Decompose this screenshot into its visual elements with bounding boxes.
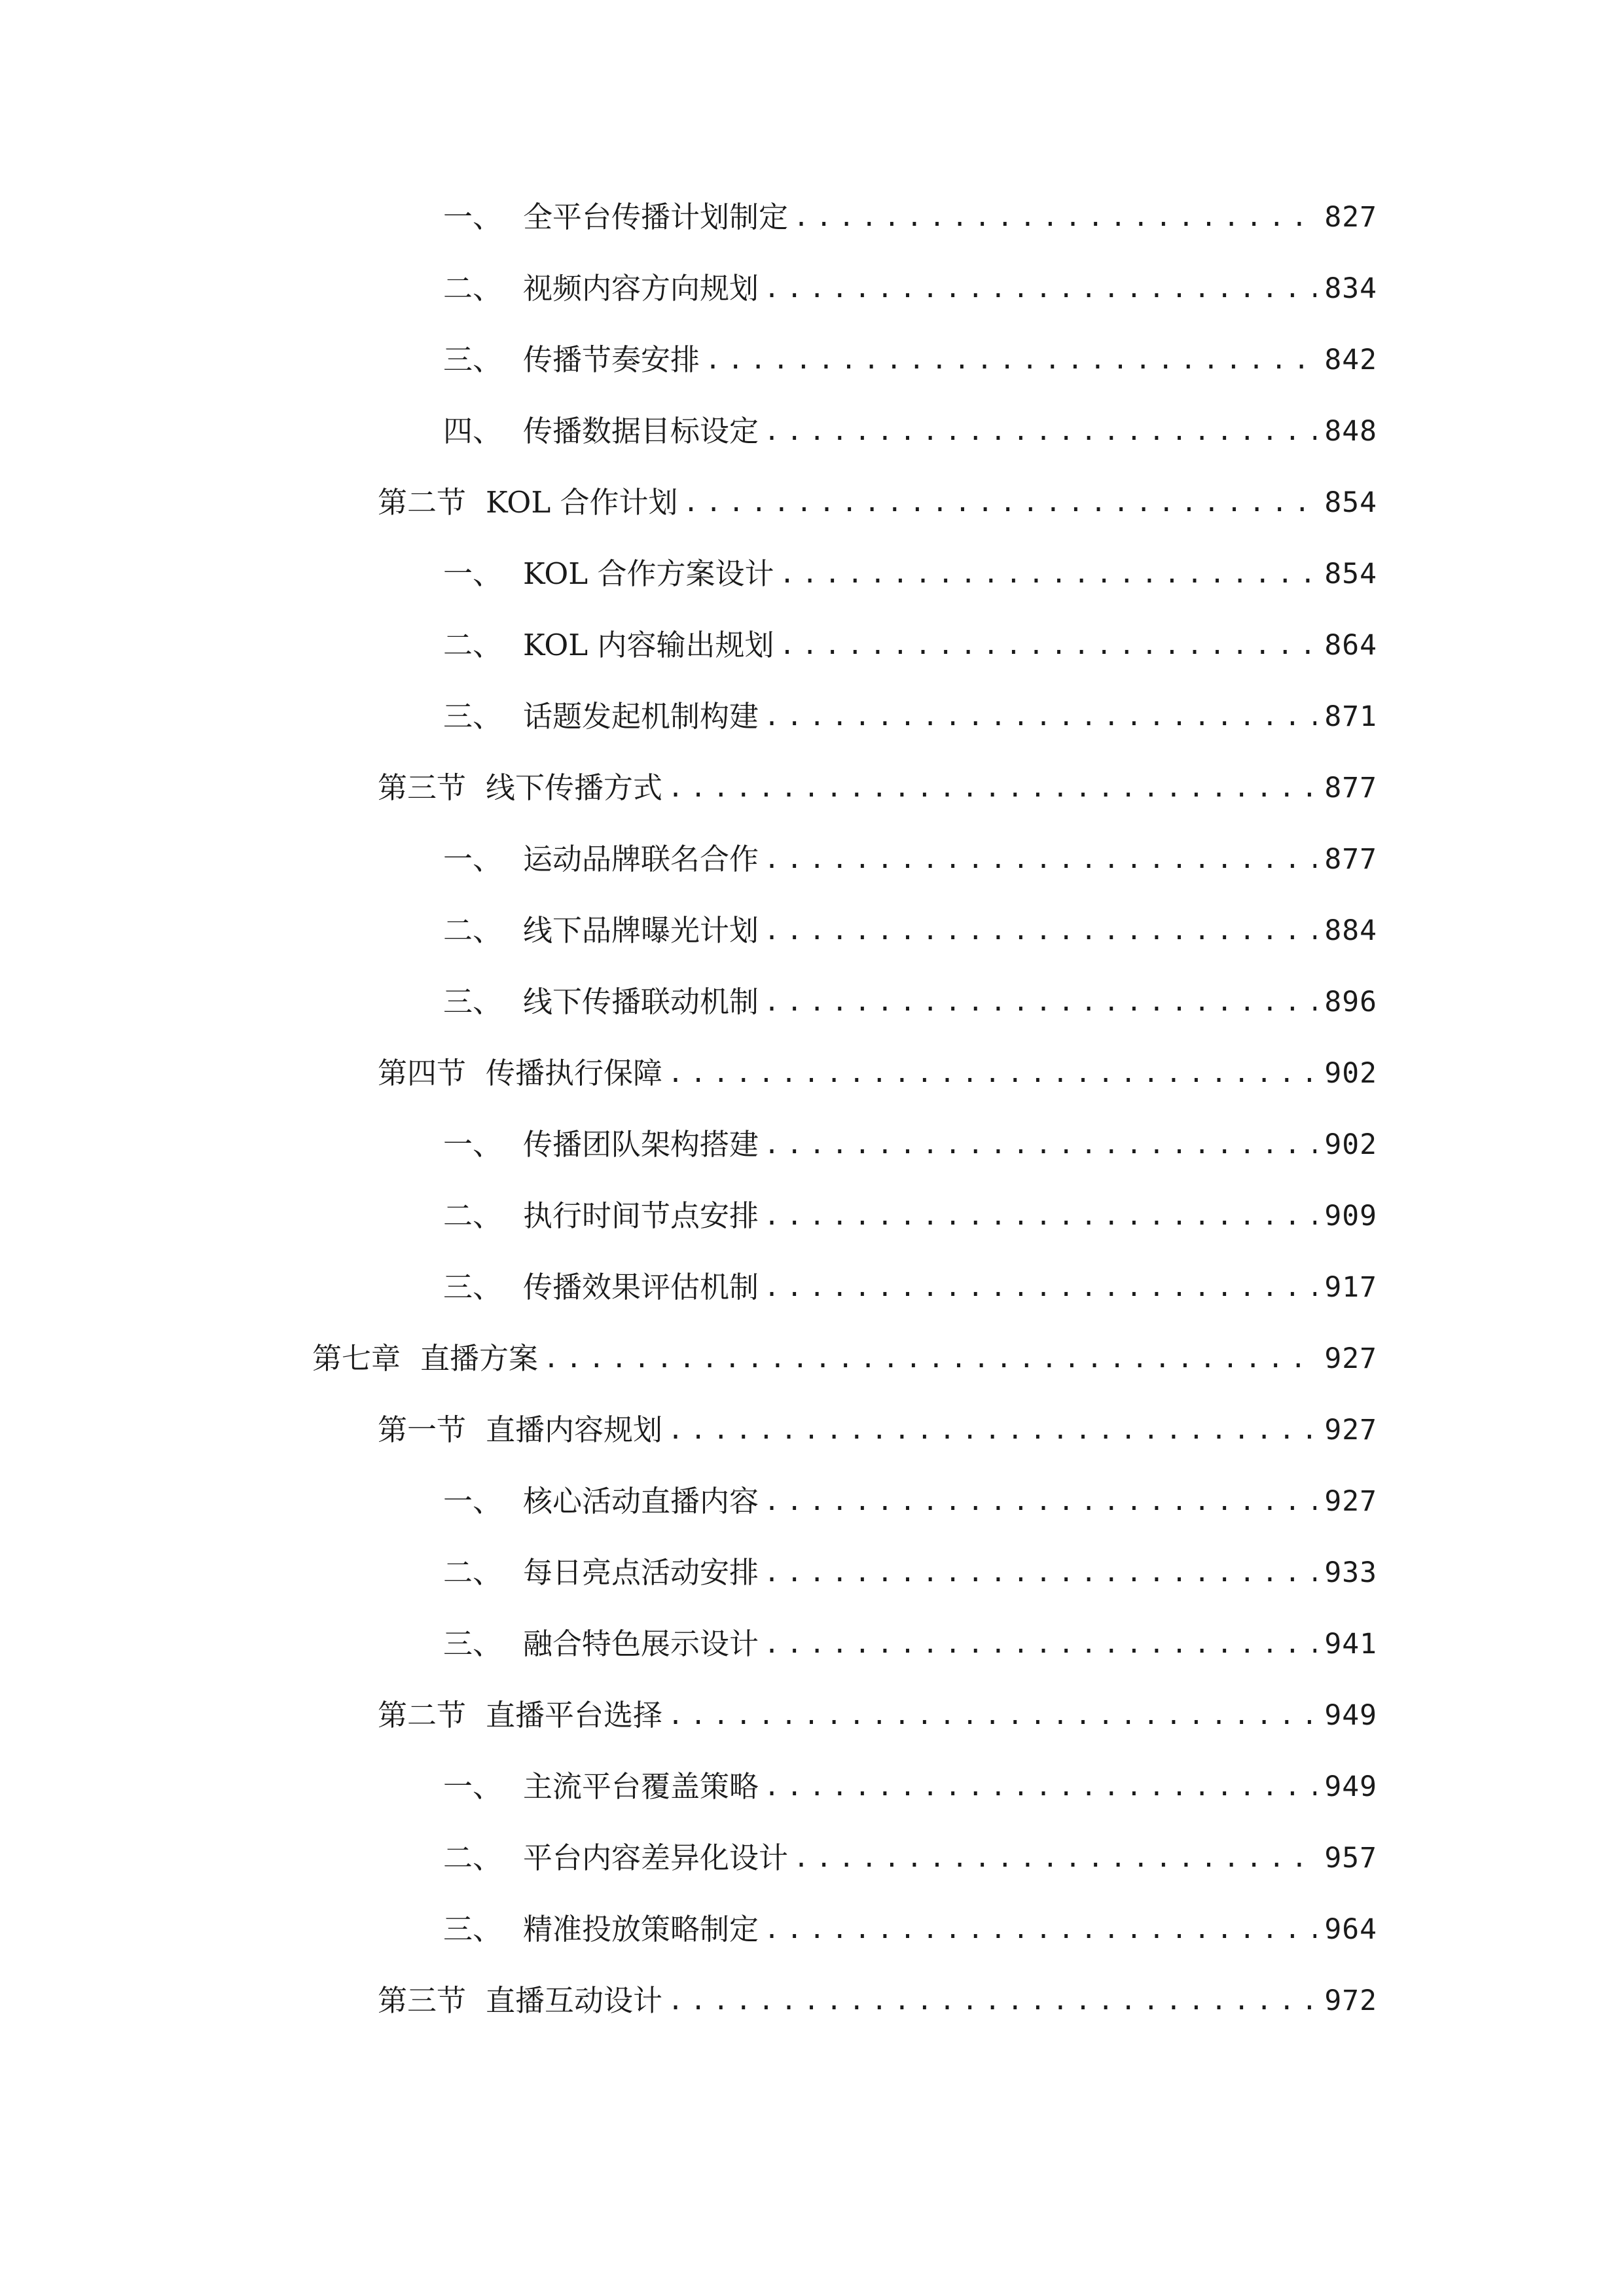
toc-entry[interactable] [443,1479,1377,1524]
entry-prefix: 一、 [443,556,503,591]
toc-entry[interactable] [443,1621,1377,1667]
entry-page-number: 927 [1324,1485,1377,1518]
entry-page-number: 964 [1324,1913,1377,1946]
toc-entry[interactable] [378,1978,1377,2024]
toc-entry[interactable] [443,1835,1377,1881]
toc-entry[interactable] [378,1693,1377,1738]
entry-prefix: 第二节 [378,485,467,520]
toc-entry[interactable] [443,979,1377,1025]
entry-title: 传播执行保障 [486,1056,663,1090]
toc-entry[interactable] [443,1193,1377,1239]
dot-leader [705,337,1316,383]
entry-title: 话题发起机制构建 [523,699,759,734]
dot-leader [764,1621,1316,1667]
entry-prefix: 第二节 [378,1698,467,1732]
entry-title: 融合特色展示设计 [523,1626,759,1661]
entry-prefix: 一、 [443,1769,503,1804]
entry-prefix: 三、 [443,342,503,377]
entry-prefix: 第三节 [378,770,467,805]
entry-page-number: 854 [1324,486,1377,519]
dot-leader [764,1122,1316,1168]
dot-leader [668,1407,1316,1453]
toc-entry[interactable] [443,836,1377,882]
dot-leader [668,1050,1316,1096]
entry-prefix: 第七章 [312,1341,401,1376]
entry-page-number: 949 [1324,1770,1377,1803]
toc-entry[interactable] [443,408,1377,454]
entry-prefix: 一、 [443,1127,503,1162]
dot-leader [668,1978,1316,2024]
dot-leader [764,979,1316,1025]
entry-page-number: 957 [1324,1842,1377,1874]
dot-leader [764,408,1316,454]
dot-leader [793,194,1316,240]
toc-entry[interactable] [378,1050,1377,1096]
entry-title: 核心活动直播内容 [523,1484,759,1518]
dot-leader [764,1193,1316,1239]
dot-leader [764,1265,1316,1310]
entry-title: 直播互动设计 [486,1983,663,2018]
entry-prefix: 一、 [443,1484,503,1518]
entry-prefix: 二、 [443,271,503,306]
entry-prefix: 四、 [443,414,503,448]
toc-entry[interactable] [443,1764,1377,1810]
entry-title: 精准投放策略制定 [523,1912,759,1946]
entry-prefix: 第一节 [378,1412,467,1447]
toc-entry[interactable] [443,551,1377,597]
dot-leader [764,694,1316,740]
entry-page-number: 884 [1324,914,1377,947]
entry-page-number: 917 [1324,1271,1377,1304]
toc-entry[interactable] [312,1336,1377,1382]
dot-leader [764,1479,1316,1524]
entry-prefix: 二、 [443,628,503,662]
entry-page-number: 827 [1324,201,1377,234]
toc-entry[interactable] [443,1907,1377,1952]
dot-leader [764,266,1316,312]
entry-page-number: 902 [1324,1128,1377,1161]
entry-title: 视频内容方向规划 [523,271,759,306]
entry-page-number: 871 [1324,700,1377,733]
entry-prefix: 第四节 [378,1056,467,1090]
entry-prefix: 三、 [443,1626,503,1661]
entry-prefix: 三、 [443,1270,503,1304]
entry-prefix: 三、 [443,699,503,734]
dot-leader [780,551,1317,597]
entry-page-number: 834 [1324,272,1377,305]
entry-page-number: 896 [1324,986,1377,1018]
entry-title: 执行时间节点安排 [523,1198,759,1233]
toc-entry[interactable] [443,337,1377,383]
dot-leader [683,480,1317,526]
entry-page-number: 848 [1324,415,1377,448]
dot-leader [764,836,1316,882]
entry-title: 直播内容规划 [486,1412,663,1447]
entry-page-number: 864 [1324,629,1377,662]
entry-title: 线下传播方式 [486,770,663,805]
entry-title: 线下传播联动机制 [523,984,759,1019]
entry-title: 线下品牌曝光计划 [523,913,759,948]
dot-leader [543,1336,1316,1382]
toc-entry[interactable] [443,622,1377,668]
dot-leader [668,1693,1316,1738]
entry-title: KOL 内容输出规划 [523,628,774,662]
dot-leader [764,1907,1316,1952]
entry-page-number: 902 [1324,1057,1377,1090]
entry-page-number: 877 [1324,772,1377,804]
entry-page-number: 927 [1324,1414,1377,1446]
dot-leader [764,1764,1316,1810]
entry-prefix: 三、 [443,984,503,1019]
entry-prefix: 二、 [443,1555,503,1590]
entry-prefix: 第三节 [378,1983,467,2018]
toc-entry[interactable] [443,266,1377,312]
entry-title: 直播方案 [420,1341,539,1376]
entry-title: 传播数据目标设定 [523,414,759,448]
entry-page-number: 854 [1324,558,1377,590]
entry-prefix: 二、 [443,913,503,948]
entry-prefix: 二、 [443,1840,503,1875]
toc-entry[interactable] [443,1122,1377,1168]
entry-page-number: 933 [1324,1556,1377,1589]
dot-leader [764,1550,1316,1596]
entry-title: 每日亮点活动安排 [523,1555,759,1590]
toc-entry[interactable] [443,194,1377,240]
entry-title: 主流平台覆盖策略 [523,1769,759,1804]
entry-prefix: 二、 [443,1198,503,1233]
entry-title: 运动品牌联名合作 [523,842,759,876]
entry-title: 传播团队架构搭建 [523,1127,759,1162]
entry-title: KOL 合作方案设计 [523,556,774,591]
entry-prefix: 一、 [443,200,503,234]
entry-prefix: 一、 [443,842,503,876]
toc-entry[interactable] [378,1407,1377,1453]
toc-entry[interactable] [443,694,1377,740]
toc-entry[interactable] [443,908,1377,954]
dot-leader [780,622,1317,668]
entry-title: 直播平台选择 [486,1698,663,1732]
entry-title: 传播节奏安排 [523,342,700,377]
entry-title: KOL 合作计划 [486,485,678,520]
entry-page-number: 927 [1324,1342,1377,1375]
dot-leader [793,1835,1316,1881]
entry-page-number: 909 [1324,1200,1377,1232]
entry-page-number: 949 [1324,1699,1377,1732]
entry-prefix: 三、 [443,1912,503,1946]
dot-leader [764,908,1316,954]
entry-page-number: 877 [1324,843,1377,876]
toc-entry[interactable] [378,480,1377,526]
entry-title: 全平台传播计划制定 [523,200,789,234]
toc-entry[interactable] [443,1550,1377,1596]
toc-entry[interactable] [378,765,1377,811]
toc-entry[interactable] [443,1265,1377,1310]
entry-page-number: 972 [1324,1984,1377,2017]
entry-page-number: 941 [1324,1628,1377,1660]
entry-title: 平台内容差异化设计 [523,1840,789,1875]
entry-page-number: 842 [1324,344,1377,376]
dot-leader [668,765,1316,811]
entry-title: 传播效果评估机制 [523,1270,759,1304]
